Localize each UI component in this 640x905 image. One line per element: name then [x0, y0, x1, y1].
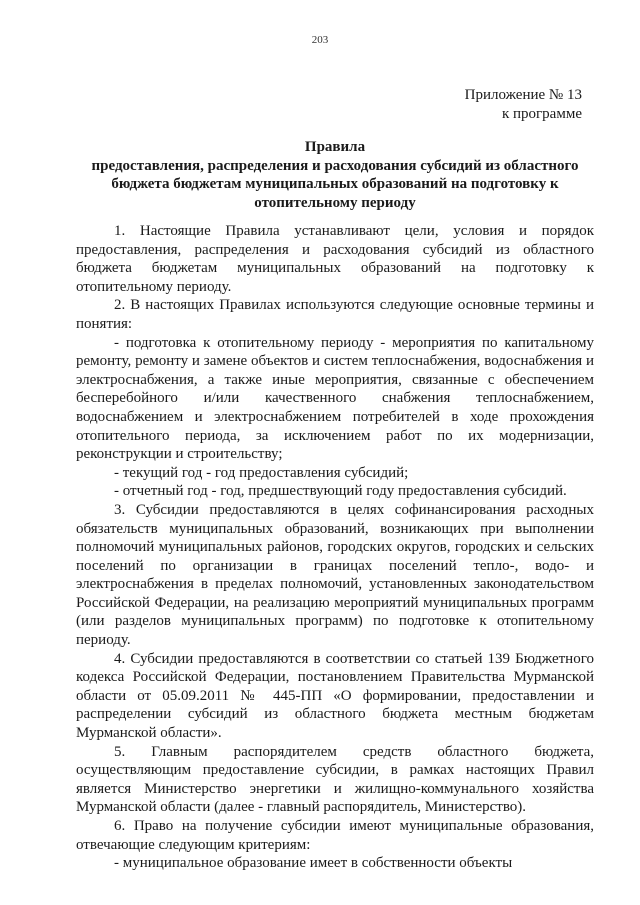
definition-item: - текущий год - год предоставления субсидий;	[114, 464, 409, 481]
paragraph-4: 4. Субсидии предоставляются в соответствии со статьей 139 Бюджетного кодекса Российской Федерации, постановлением Правительства Мурманской области от 05.09.2011 № 445-ПП «О формировании, предоставлении и распределении субсидий из областного бюджета местным бюджетам Мурманской области».	[76, 650, 594, 742]
appendix-label	[465, 86, 582, 124]
appendix-number: Приложение № 13	[464, 87, 582, 103]
title-heading: Правила	[304, 139, 366, 155]
paragraph-5: 5. Главным распорядителем средств областного бюджета, осуществляющим предоставление субсидии, в рамках настоящих Правил является Министерство энергетики и жилищно-коммунального хозяйства Мурманской области (далее - главный распорядитель, Министерство).	[76, 743, 594, 816]
document-body	[76, 222, 594, 873]
page-number: 203	[311, 34, 329, 46]
appendix-reference: к программе	[501, 106, 582, 122]
definition-item: - отчетный год - год, предшествующий году предоставления субсидий.	[114, 483, 567, 500]
paragraph-6: 6. Право на получение субсидии имеют муниципальные образования, отвечающие следующим критериям:	[76, 818, 594, 853]
document-title	[76, 138, 594, 212]
title-subheading: предоставления, распределения и расходования субсидий из областного бюджета бюджетам муниципальных образований на подготовку к отопительному периоду	[91, 157, 579, 211]
paragraph-2: 2. В настоящих Правилах используются следующие основные термины и понятия:	[76, 297, 594, 332]
paragraph-1: 1. Настоящие Правила устанавливают цели, условия и порядок предоставления, распределения и расходования субсидий из областного бюджета бюджетам муниципальных образований на подготовку к отопительному периоду.	[76, 223, 594, 295]
criteria-item: - муниципальное образование имеет в собственности объекты	[114, 855, 513, 872]
paragraph-3: 3. Субсидии предоставляются в целях софинансирования расходных обязательств муниципальных образований, возникающих при выполнении полномочий муниципальных районов, городских округов, городских и сельских поселений по организации в границах поселений тепло-, водо- и электроснабжения в пределах полномочий, установленных законодательством Российской Федерации, на реализацию мероприятий муниципальных программ (или разделов муниципальных программ) по подготовке к отопительному периоду.	[76, 501, 594, 649]
definition-item: - подготовка к отопительному периоду - мероприятия по капитальному ремонту, ремонту и замене объектов и систем теплоснабжения, водоснабжения и электроснабжения, а также иные мероприятия, связанные с обеспечением бесперебойного и/или качественного снабжения теплоснабжением, водоснабжением и электроснабжением потребителей в ходе прохождения отопительного периода, за исключением работ по их модернизации, реконструкции и строительству;	[76, 334, 594, 463]
